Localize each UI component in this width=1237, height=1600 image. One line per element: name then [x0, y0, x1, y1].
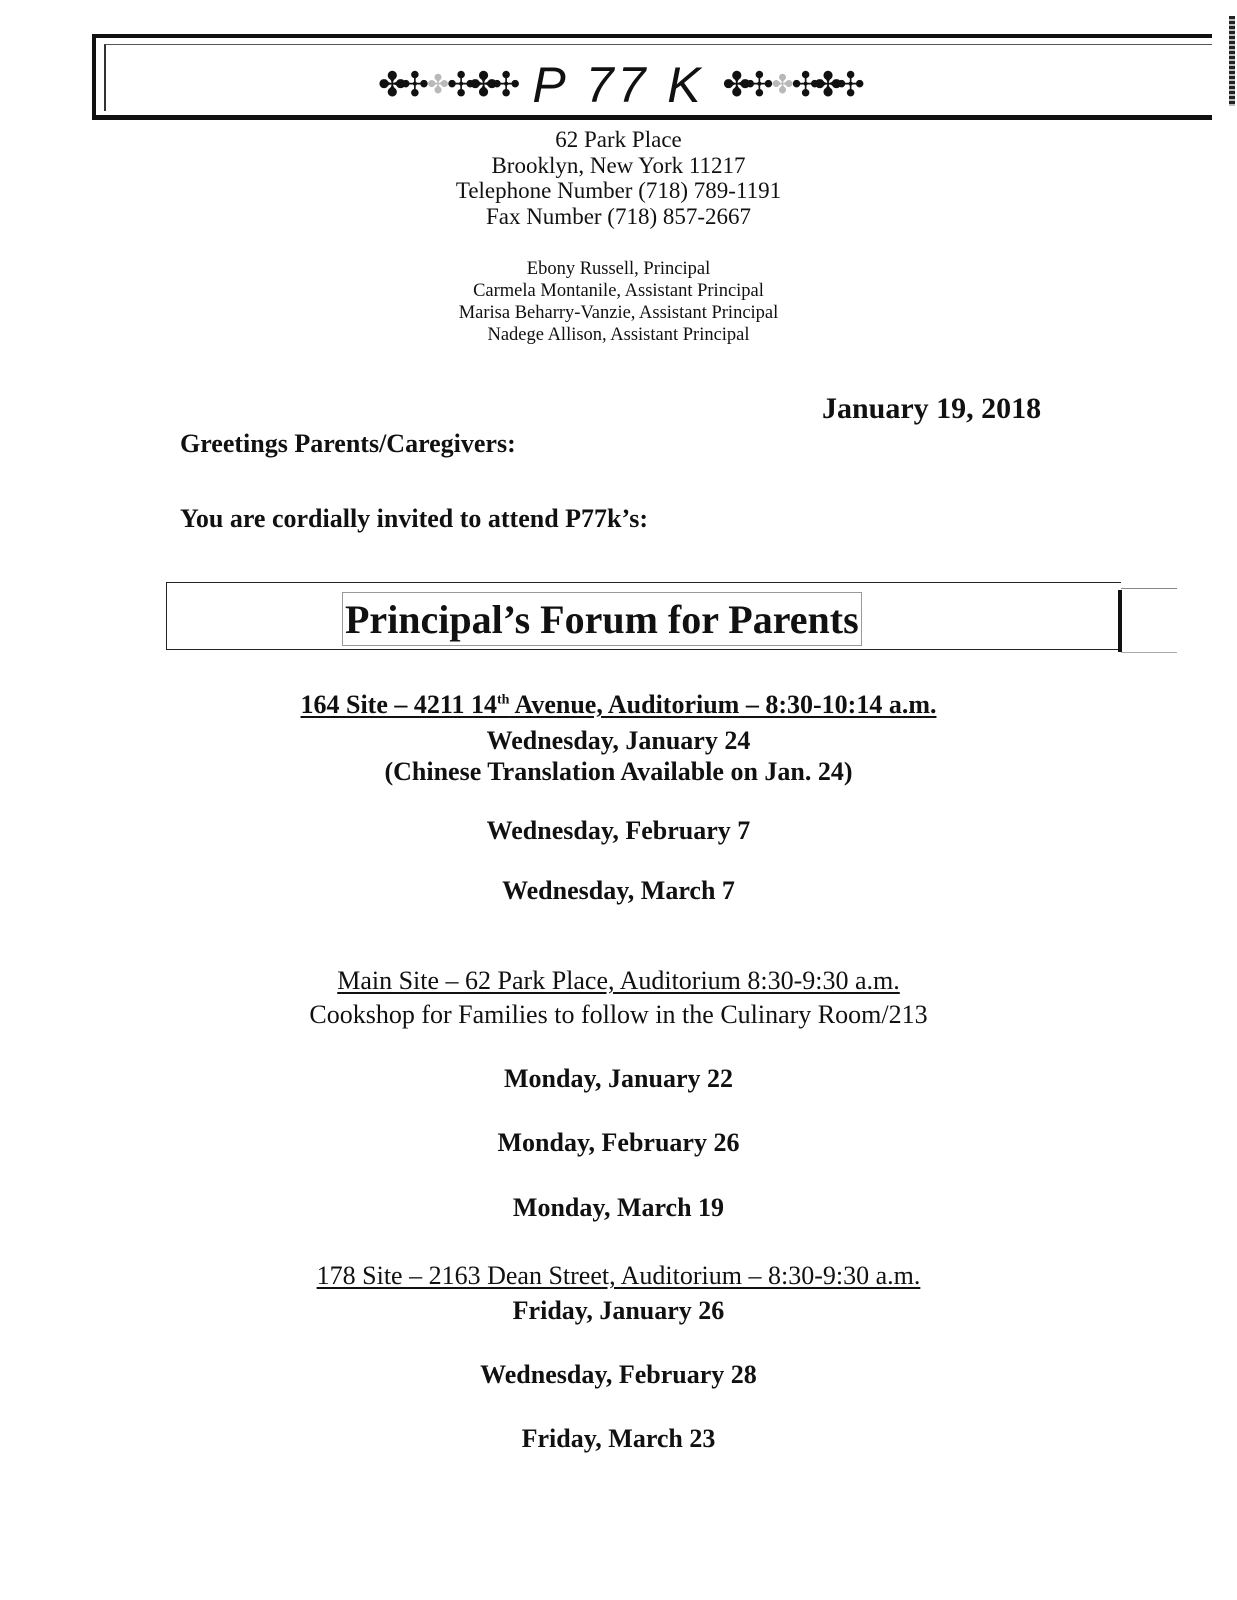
- title-box-edge: [1121, 588, 1177, 589]
- forum-date: Monday, February 26: [497, 1128, 740, 1157]
- logo-text: P 77 K: [532, 57, 705, 113]
- staff-list: [0, 258, 1237, 346]
- forum-date: Monday, March 19: [512, 1193, 725, 1222]
- title-box-edge: [1118, 590, 1122, 652]
- staff-assistant-principal: Nadege Allison, Assistant Principal: [487, 325, 750, 345]
- greeting: Greetings Parents/Caregivers:: [180, 429, 516, 458]
- letter-date: January 19, 2018: [822, 392, 1042, 425]
- school-address: [0, 127, 1237, 229]
- puzzle-piece-icon: ✣✤✣: [791, 65, 859, 105]
- invitation-text: You are cordially invited to attend P77k’s:: [180, 504, 648, 533]
- site-heading: 178 Site – 2163 Dean Street, Auditorium – 8:30-9:30 a.m.: [316, 1261, 921, 1290]
- cookshop-note: Cookshop for Families to follow in the Culinary Room/213: [309, 1000, 928, 1029]
- puzzle-piece-icon: ✣✤✣: [446, 65, 515, 105]
- puzzle-piece-icon: ✤: [771, 70, 788, 100]
- forum-date: Friday, March 23: [521, 1424, 716, 1453]
- school-logo: [0, 56, 1237, 114]
- forum-date: Monday, January 22: [504, 1064, 733, 1093]
- forum-date: Wednesday, February 7: [486, 816, 751, 845]
- telephone-line: Telephone Number (718) 789-1191: [455, 178, 782, 203]
- forum-date: Friday, January 26: [512, 1296, 725, 1325]
- translation-note: (Chinese Translation Available on Jan. 24): [384, 757, 853, 786]
- address-line: Brooklyn, New York 11217: [491, 152, 746, 178]
- title-box-edge: [1121, 652, 1177, 653]
- forum-date: Wednesday, February 28: [480, 1360, 757, 1389]
- puzzle-piece-icon: ✤✣: [722, 65, 768, 105]
- puzzle-piece-icon: ✤✣: [378, 65, 424, 105]
- forum-date: Wednesday, March 7: [502, 876, 735, 905]
- address-line: 62 Park Place: [555, 127, 682, 152]
- puzzle-piece-icon: ✤: [427, 70, 443, 100]
- staff-assistant-principal: Carmela Montanile, Assistant Principal: [473, 281, 764, 301]
- staff-assistant-principal: Marisa Beharry-Vanzie, Assistant Principal: [458, 303, 779, 323]
- staff-principal: Ebony Russell, Principal: [526, 259, 711, 279]
- forum-title: Principal’s Forum for Parents: [342, 592, 862, 646]
- fax-line: Fax Number (718) 857-2667: [485, 203, 752, 229]
- site-heading: 164 Site – 4211 14th Avenue, Auditorium – 8:30-10:14 a.m.: [300, 690, 937, 719]
- forum-date: Wednesday, January 24: [486, 726, 751, 755]
- site-heading: Main Site – 62 Park Place, Auditorium 8:30-9:30 a.m.: [337, 966, 900, 995]
